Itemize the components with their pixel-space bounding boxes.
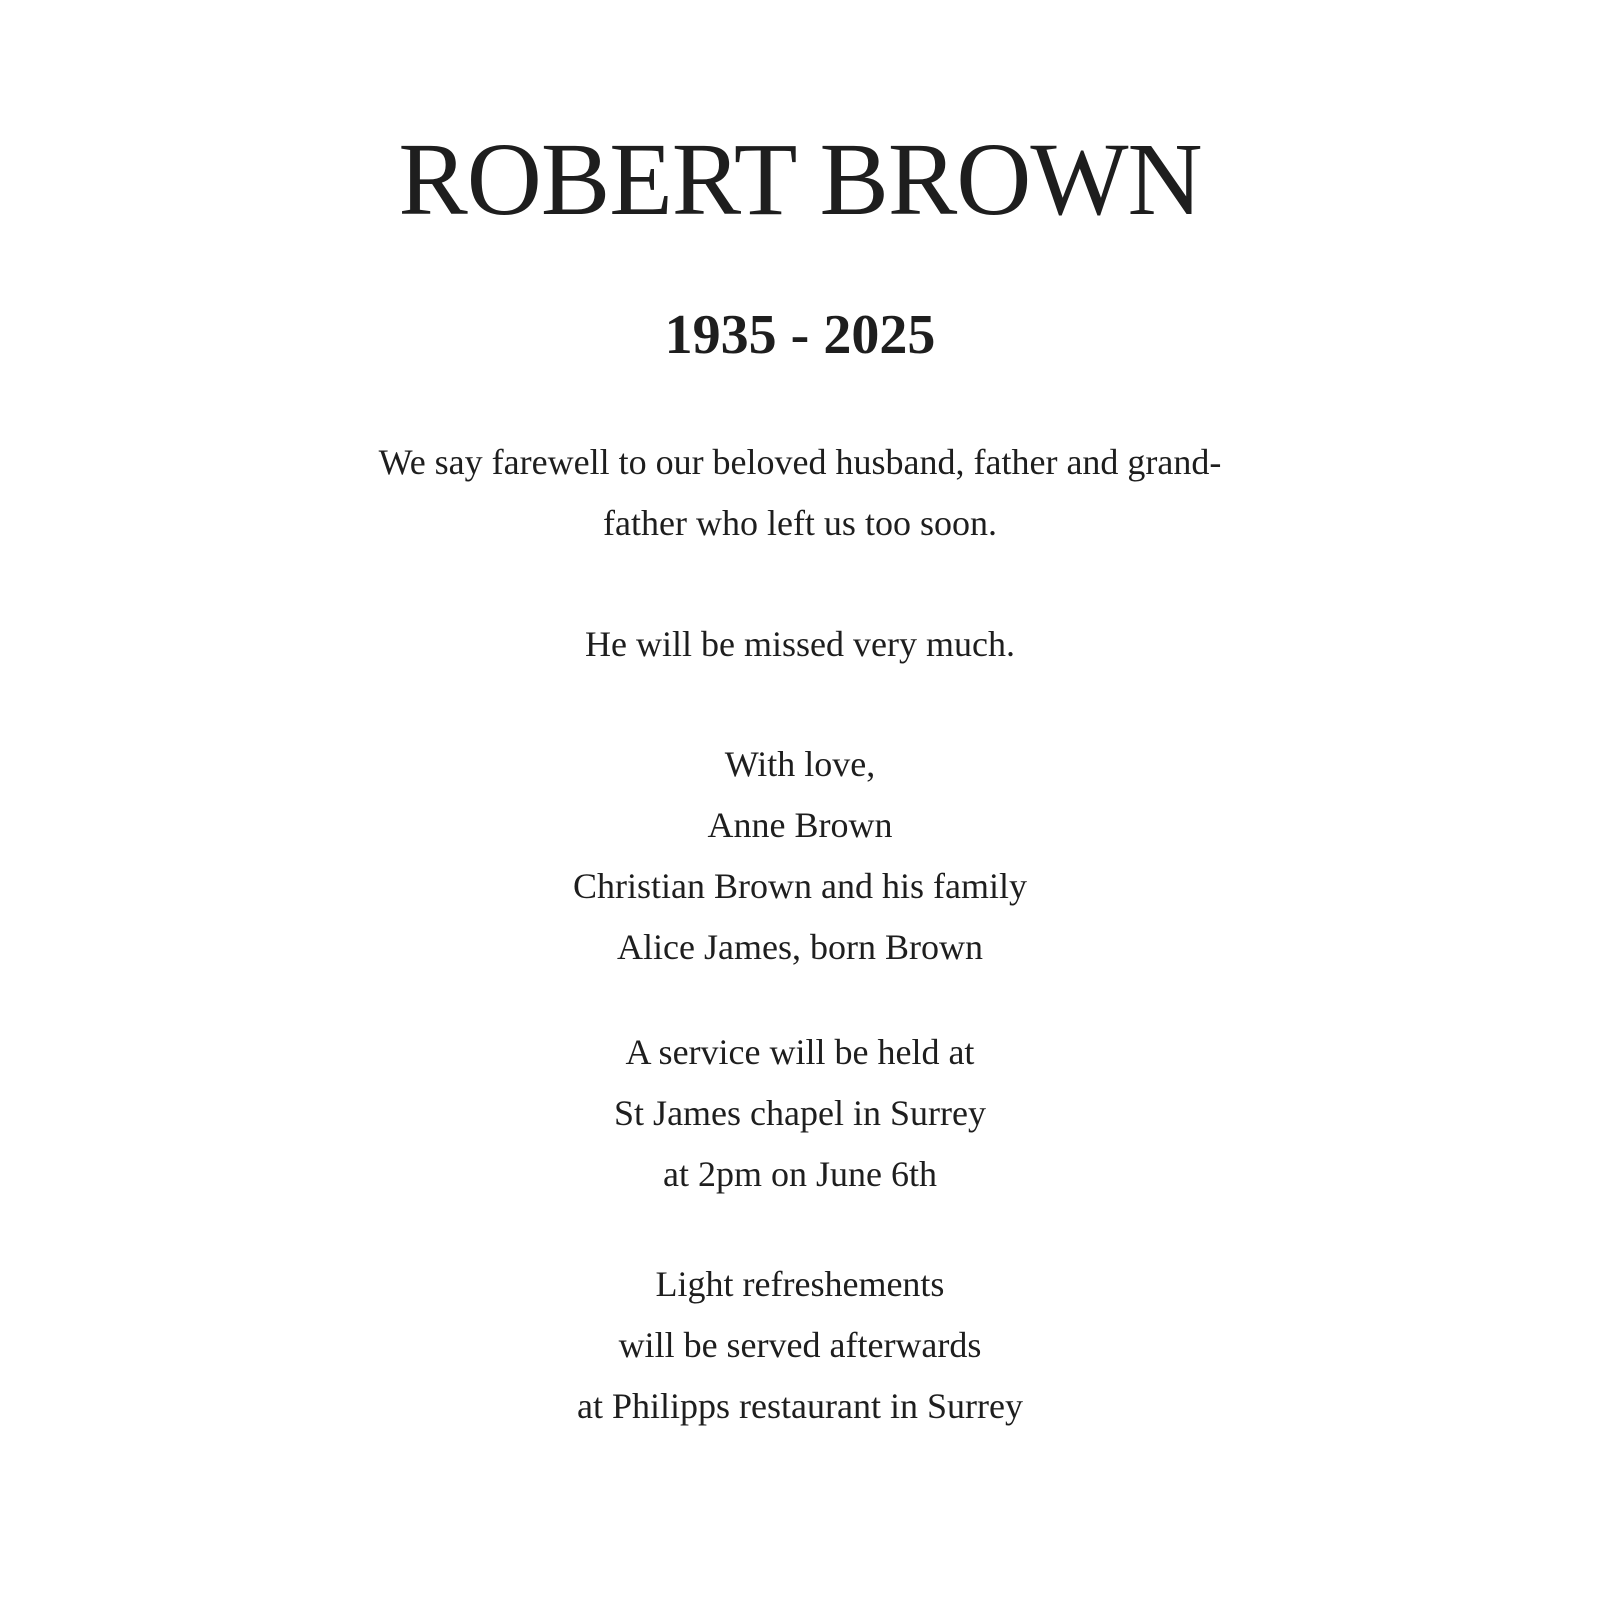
family-member: Christian Brown and his family bbox=[573, 866, 1027, 906]
service-details bbox=[0, 1022, 1600, 1205]
signoff-greeting: With love, bbox=[724, 744, 876, 784]
farewell-line: We say farewell to our beloved husband, father and grand- bbox=[378, 442, 1222, 482]
missed-message bbox=[0, 614, 1600, 675]
life-dates: 1935 - 2025 bbox=[664, 304, 936, 366]
deceased-name: ROBERT BROWN bbox=[398, 122, 1202, 237]
missed-line: He will be missed very much. bbox=[585, 624, 1015, 664]
service-time: at 2pm on June 6th bbox=[663, 1154, 937, 1194]
service-location: St James chapel in Surrey bbox=[614, 1093, 986, 1133]
farewell-line: father who left us too soon. bbox=[603, 503, 997, 543]
family-member: Anne Brown bbox=[707, 805, 893, 845]
refreshments-details bbox=[0, 1254, 1600, 1437]
refreshments-line: Light refreshements bbox=[655, 1264, 945, 1304]
refreshments-location: at Philipps restaurant in Surrey bbox=[577, 1386, 1023, 1426]
refreshments-line: will be served afterwards bbox=[618, 1325, 982, 1365]
family-member: Alice James, born Brown bbox=[617, 927, 983, 967]
service-line: A service will be held at bbox=[625, 1032, 975, 1072]
farewell-message bbox=[0, 432, 1600, 554]
signoff-family-list bbox=[0, 734, 1600, 978]
